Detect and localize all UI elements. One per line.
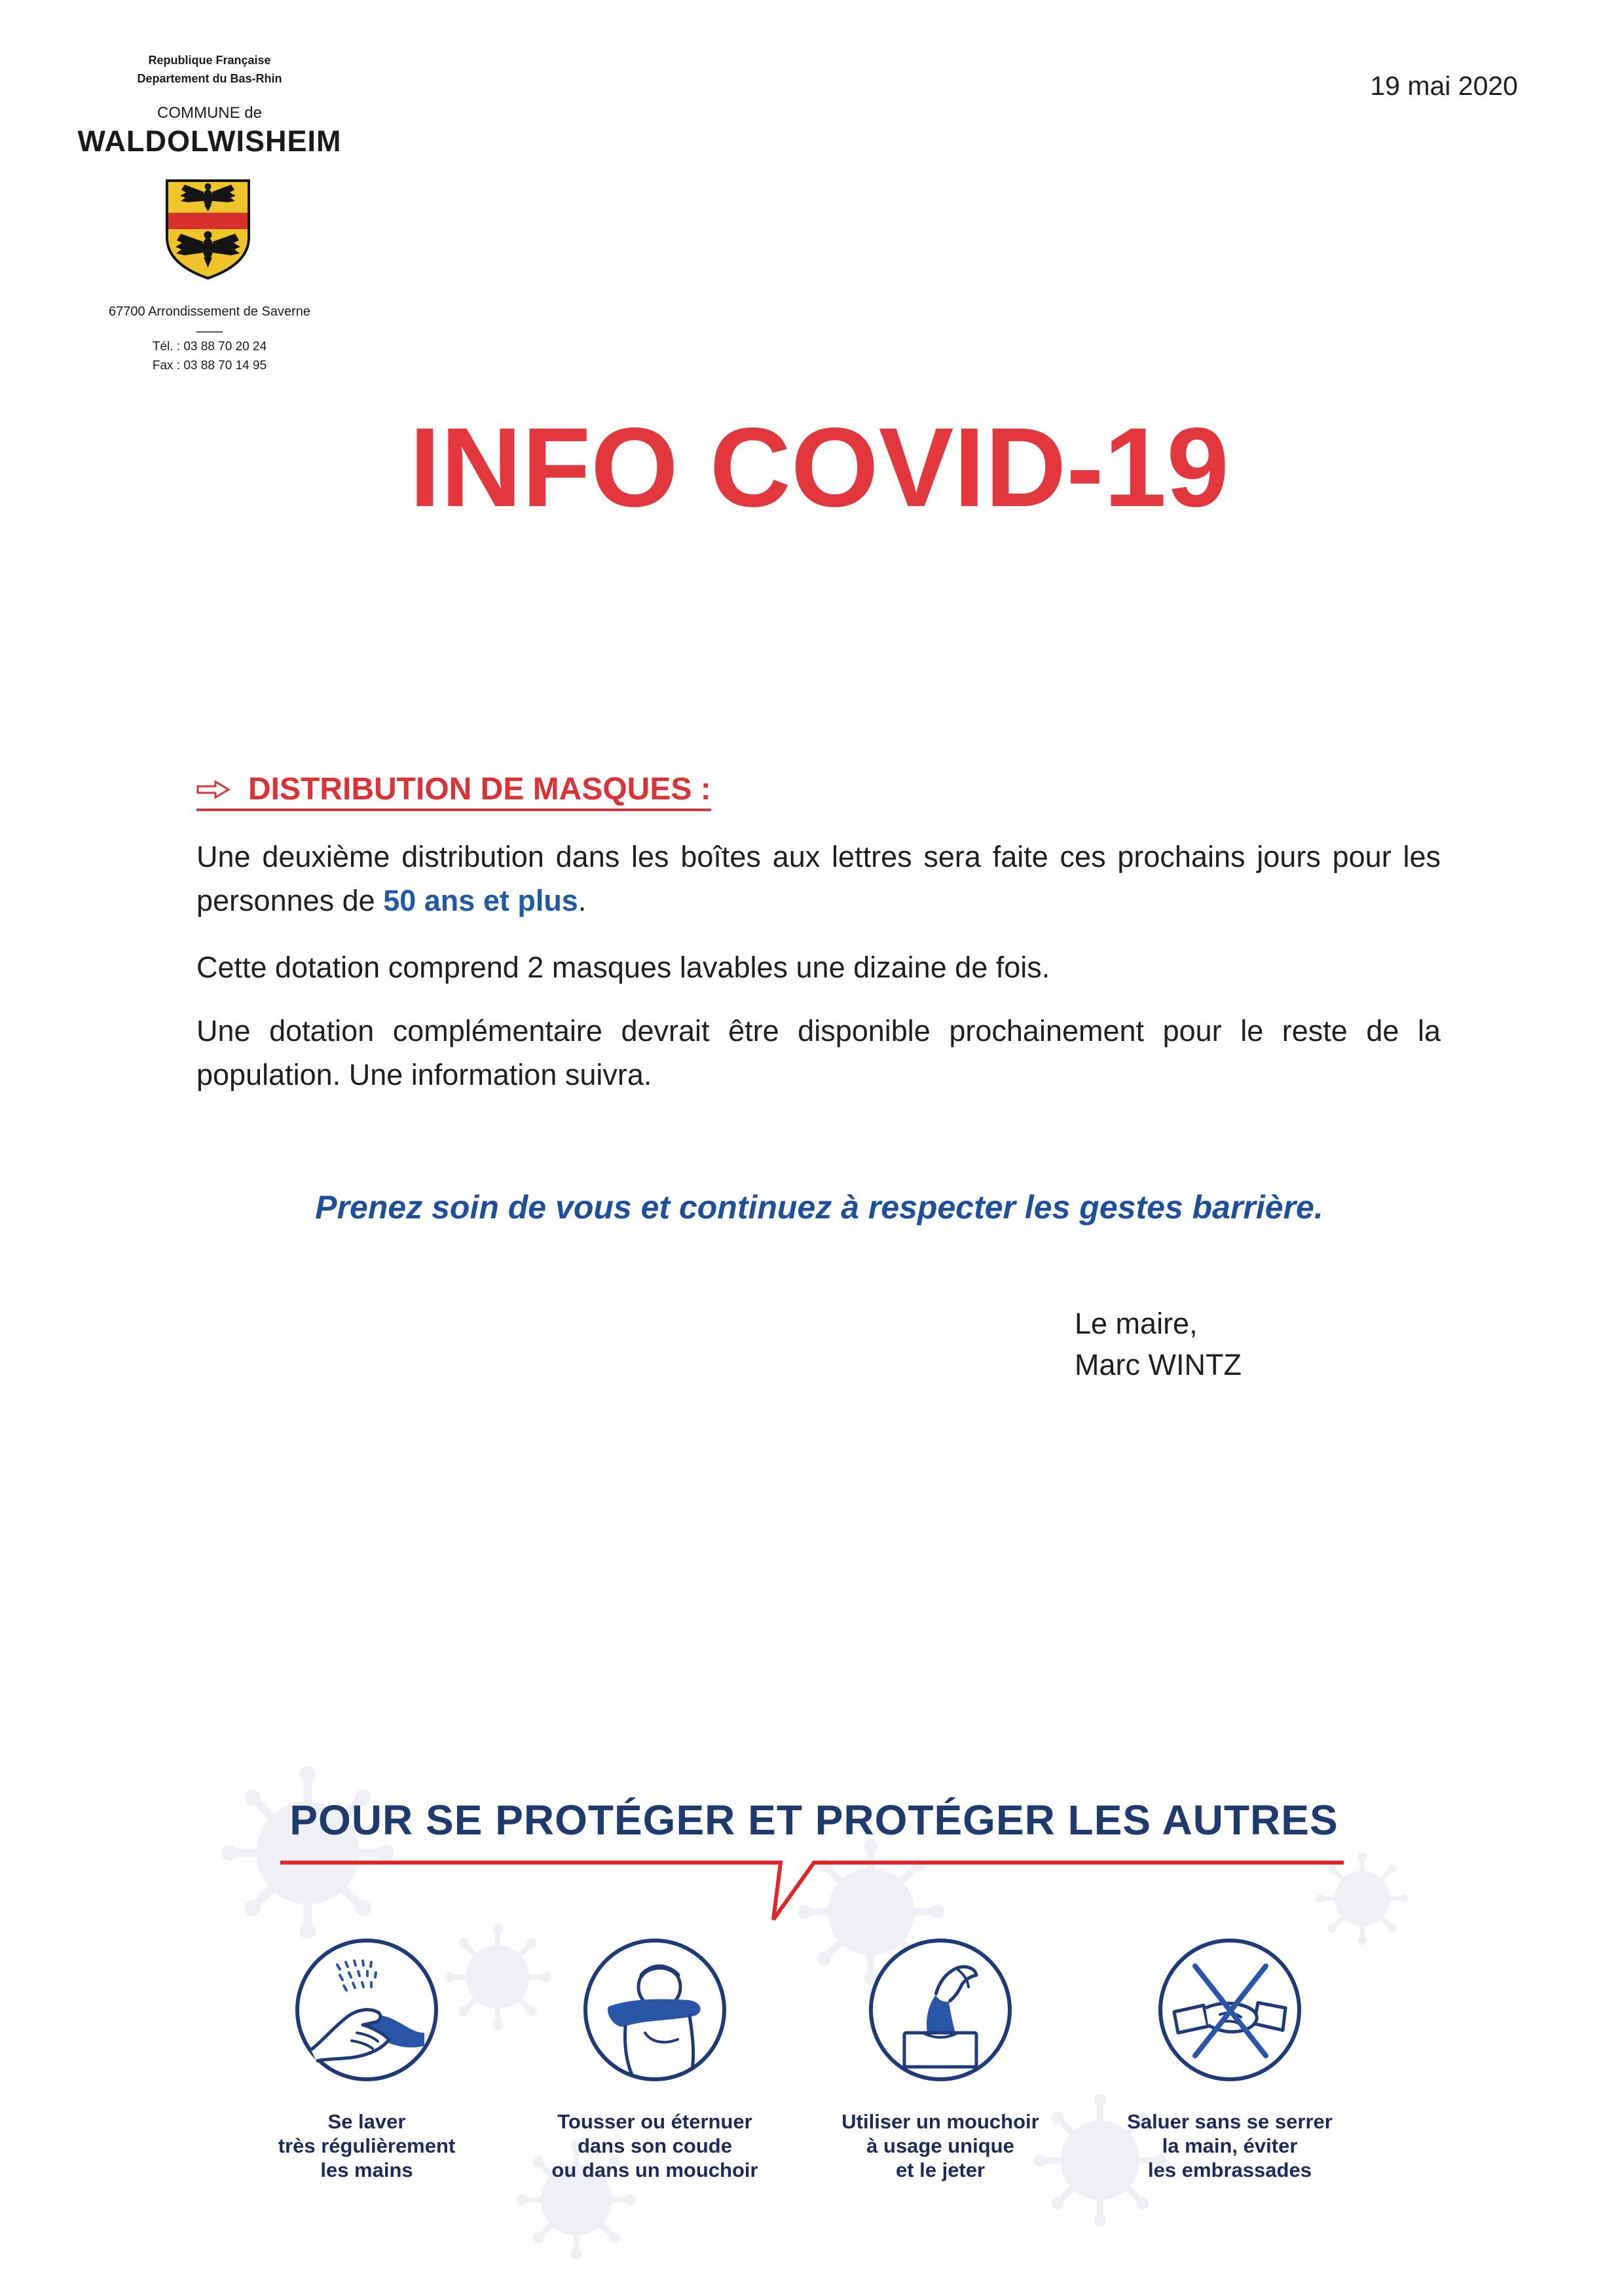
signature-role: Le maire, (1075, 1307, 1198, 1340)
speech-bubble-rule (0, 1833, 1624, 1938)
arrow-right-icon (196, 780, 231, 799)
caption-line: les embrassades (1148, 2159, 1312, 2181)
caption-line: dans son coude (578, 2134, 732, 2157)
section-heading (196, 771, 711, 811)
caption-no-handshake (1099, 2109, 1361, 2182)
paragraph-distribution (196, 835, 1441, 922)
signature-name: Marc WINTZ (1075, 1348, 1242, 1381)
tissue-icon (865, 1935, 1016, 2085)
section-heading-text: DISTRIBUTION DE MASQUES : (248, 772, 711, 807)
no-handshake-icon (1154, 1935, 1305, 2085)
document-date: 19 mai 2020 (1370, 71, 1518, 101)
caption-cough-elbow (524, 2109, 786, 2182)
page-title: INFO COVID-19 (409, 405, 1229, 530)
paragraph-dotation: Cette dotation comprend 2 masques lavables une dizaine de fois. (196, 951, 1050, 984)
caption-line: et le jeter (895, 2159, 986, 2181)
caption-hand-washing (236, 2109, 498, 2182)
signature-block (1075, 1303, 1242, 1385)
caption-line: les mains (320, 2159, 413, 2181)
commune-label: COMMUNE de (157, 104, 263, 122)
republic-label: Republique Française (148, 54, 271, 67)
cough-elbow-icon (580, 1935, 730, 2085)
caption-line: Saluer sans se serrer (1127, 2110, 1333, 2133)
caption-line: Utiliser un mouchoir (841, 2110, 1039, 2133)
hand-washing-icon (291, 1935, 442, 2085)
caption-line: Tousser ou éternuer (557, 2110, 752, 2133)
address-label: 67700 Arrondissement de Saverne (109, 304, 310, 319)
caption-line: la main, éviter (1162, 2134, 1298, 2157)
age-highlight: 50 ans et plus (383, 884, 578, 917)
caption-line: très régulièrement (278, 2134, 456, 2157)
commune-name: WALDOLWISHEIM (77, 124, 342, 158)
coat-of-arms-icon (165, 179, 251, 280)
closing-message: Prenez soin de vous et continuez à respecter les gestes barrière. (315, 1189, 1323, 1226)
caption-line: Se laver (327, 2110, 406, 2133)
paragraph-complement: Une dotation complémentaire devrait être disponible prochainement pour le reste de la population. Une information suivra. (196, 1014, 1441, 1091)
fax-number: Fax : 03 88 70 14 95 (152, 359, 267, 373)
caption-line: ou dans un mouchoir (551, 2159, 758, 2181)
paragraph-text: Une deuxième distribution dans les boîtes aux lettres sera faite ces prochains jours pour les personnes de (196, 840, 1441, 917)
infographic-title: POUR SE PROTÉGER ET PROTÉGER LES AUTRES (289, 1796, 1338, 1844)
caption-line: à usage unique (866, 2134, 1014, 2157)
department-label: Departement du Bas-Rhin (137, 72, 282, 85)
letterhead-separator (196, 331, 223, 333)
phone-number: Tél. : 03 88 70 20 24 (152, 340, 267, 354)
virus-background-icon (0, 1702, 1624, 2278)
paragraph-end: . (578, 884, 587, 917)
caption-tissue (809, 2109, 1071, 2182)
